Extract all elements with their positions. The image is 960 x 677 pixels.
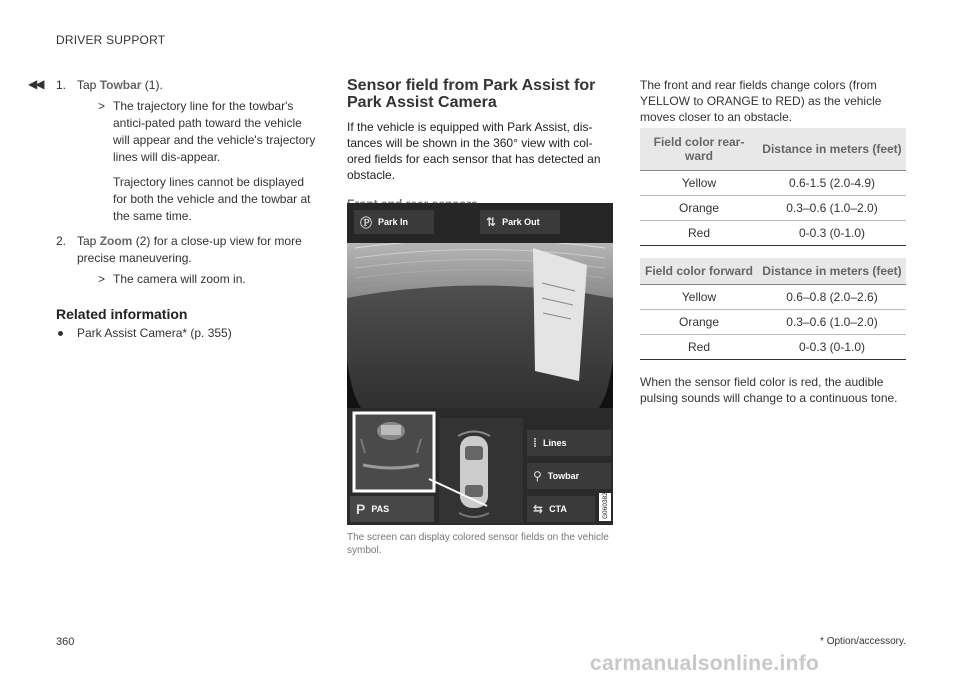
step-number: 2.	[56, 234, 67, 248]
closing-note: When the sensor field color is red, the audible pulsing sounds will change to a continuous tone.	[640, 375, 898, 405]
rearward-distance-table	[640, 128, 906, 246]
pas-icon: P	[356, 501, 366, 517]
page-number: 360	[56, 636, 75, 648]
cta-button[interactable]: ⇆ CTA	[527, 496, 595, 522]
park-in-button[interactable]: Ⓟ Park In	[354, 210, 434, 234]
step-2-result: > The camera will zoom in.	[98, 272, 246, 286]
watermark: carmanualsonline.info	[590, 652, 820, 675]
related-information-heading: Related information	[56, 306, 188, 322]
step-1: 1. Tap Towbar (1). > The trajectory line for the towbar's antici-pated path toward the vehicle will appear and the vehicle's trajectory lines will dis-appear. Trajectory lines cannot be displayed for both the vehicle and the towbar at the same time.	[56, 77, 321, 225]
pas-button[interactable]: P PAS	[350, 496, 434, 522]
color-fields-intro: The front and rear fields change colors (from YELLOW to ORANGE to RED) as the vehicle moves closer to an obstacle.	[640, 78, 882, 124]
figure-caption: The screen can display colored sensor fields on the vehicle symbol.	[347, 532, 609, 556]
table-row: Orange 0.3–0.6 (1.0–2.0)	[640, 195, 906, 220]
towbar-button[interactable]: ⚲ Towbar	[527, 463, 611, 489]
lines-button[interactable]: ⁞ Lines	[527, 430, 611, 456]
table-header: Distance in meters (feet)	[758, 258, 906, 284]
image-code: G060382	[602, 492, 609, 519]
table-row: Yellow 0.6–0.8 (2.0–2.6)	[640, 284, 906, 309]
step-1-note: Trajectory lines cannot be displayed for both the vehicle and the towbar at the same time.	[113, 175, 311, 223]
park-out-button[interactable]: ⇅ Park Out	[480, 210, 560, 234]
instructions-column	[56, 77, 321, 342]
zoom-label: Zoom	[99, 234, 133, 248]
section-intro: If the vehicle is equipped with Park Assist, dis-tances will be shown in the 360° view with col-ored fields for each sensor that has detected an obstacle.	[347, 120, 601, 182]
section-title: Sensor field from Park Assist for Park Assist Camera	[347, 77, 596, 111]
towbar-icon: ⚲	[533, 469, 542, 483]
bullet-icon	[58, 331, 63, 336]
section-header: DRIVER SUPPORT	[56, 33, 166, 47]
park-out-icon: ⇅	[486, 215, 497, 229]
step-1-result: > The trajectory line for the towbar's antici-pated path toward the vehicle will appear and the vehicle's trajectory lines will dis-appear. Trajectory lines cannot be displayed for both the vehicle and the towbar at the same time.	[77, 98, 321, 225]
camera-screen-illustration	[347, 203, 613, 525]
related-link[interactable]: Park Assist Camera* (p. 355)	[56, 325, 321, 342]
table-header: Field color forward	[640, 258, 758, 284]
continued-icon: ◀◀	[28, 77, 43, 91]
forward-distance-table	[640, 258, 906, 360]
sensor-field-column	[347, 77, 613, 211]
table-row: Orange 0.3–0.6 (1.0–2.0)	[640, 309, 906, 334]
towbar-label: Towbar	[99, 78, 142, 92]
table-header: Field color rear-ward	[640, 128, 758, 170]
table-header: Distance in meters (feet)	[758, 128, 906, 170]
table-row: Red 0-0.3 (0-1.0)	[640, 220, 906, 245]
lines-icon: ⁞	[533, 436, 537, 450]
cta-icon: ⇆	[533, 502, 544, 516]
table-row: Red 0-0.3 (0-1.0)	[640, 334, 906, 359]
table-row: Yellow 0.6-1.5 (2.0-4.9)	[640, 170, 906, 195]
footnote: * Option/accessory.	[820, 636, 906, 647]
step-2: 2. Tap Zoom (2) for a close-up view for more precise maneuvering. > The camera will zoom in.	[56, 233, 321, 288]
park-in-icon: Ⓟ	[360, 215, 373, 230]
step-number: 1.	[56, 78, 67, 92]
